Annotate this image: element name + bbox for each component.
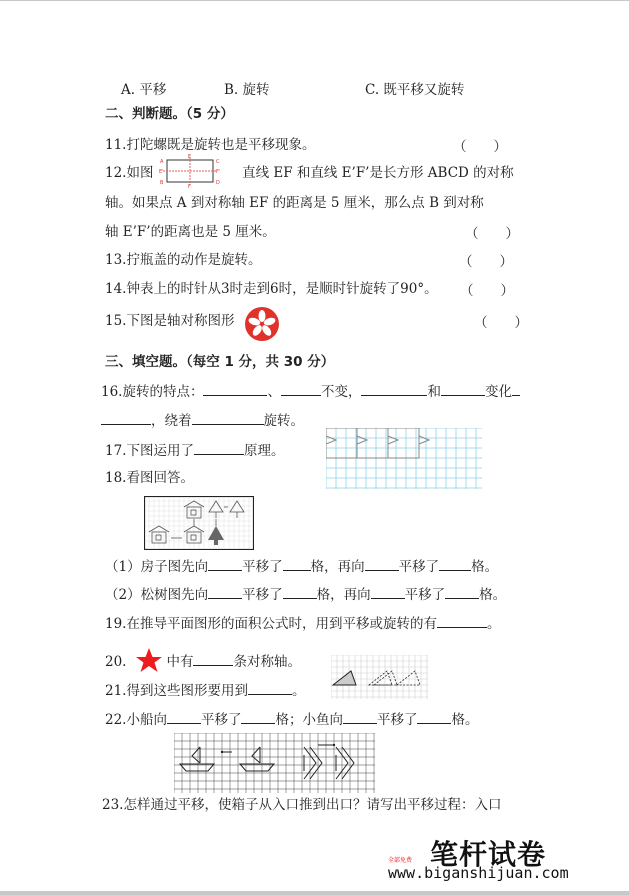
q22-blank-4[interactable] — [417, 709, 451, 724]
q12-answer-paren[interactable]: （ ） — [465, 226, 519, 242]
q18-sub2 — [105, 584, 506, 605]
section2-heading: 二、判断题。（5 分） — [105, 106, 234, 122]
q18-1-moved: 平移了 — [242, 559, 283, 575]
q20-suffix: 条对称轴。 — [233, 654, 301, 670]
q20-label: 20. — [105, 654, 127, 670]
svg-text:E': E' — [159, 169, 164, 175]
q13-answer-paren[interactable]: （ ） — [459, 254, 513, 270]
q16-line1 — [101, 381, 520, 402]
q18-2-suffix: 格。 — [479, 587, 507, 603]
q17-label: 17.下图运用了 — [105, 443, 194, 459]
q18-2-moved: 平移了 — [242, 587, 283, 603]
rectangle-abcd-figure — [157, 154, 227, 190]
q17-suffix: 原理。 — [243, 443, 285, 459]
q16-unchanged: 不变， — [320, 384, 362, 400]
q16-blank-3[interactable] — [361, 381, 427, 396]
q18-2-blank-3[interactable] — [371, 584, 405, 599]
q16-rotate: 旋转。 — [263, 413, 304, 429]
q16-and: 和 — [427, 384, 441, 400]
boat-fish-grid-figure — [174, 733, 376, 793]
q18-1-label: （1）房子图先向 — [105, 559, 209, 575]
q22-fish: 格；小鱼向 — [275, 712, 343, 728]
top-border — [0, 0, 629, 1]
q18-2-label: （2）松树图先向 — [105, 587, 209, 603]
option-b: B. 旋转 — [224, 82, 270, 98]
q16-changed: 变化 — [484, 384, 512, 400]
q20-line — [105, 648, 301, 672]
q18-1-suffix: 格。 — [471, 559, 499, 575]
q17-line — [105, 440, 284, 461]
q12-line2: 轴。如果点 A 到对称轴 EF 的距离是 5 厘米，那么点 B 到对称 — [105, 195, 484, 211]
q14-answer-paren[interactable]: （ ） — [460, 283, 514, 299]
q12-line1-text: 直线 EF 和直线 E’F’是长方形 ABCD 的对称 — [242, 165, 514, 181]
q19-suffix: 。 — [486, 616, 501, 632]
q18-1-moved-2: 平移了 — [398, 559, 440, 575]
q16-blank-1[interactable] — [203, 381, 267, 396]
q21-line — [105, 680, 305, 701]
q22-suffix: 格。 — [451, 712, 479, 728]
q12-line3: 轴 E’F’的距离也是 5 厘米。 — [105, 224, 276, 240]
q18-sub1 — [105, 556, 498, 577]
q21-blank[interactable] — [248, 680, 292, 695]
q22-line — [105, 709, 478, 730]
q16-blank-6[interactable] — [192, 410, 264, 425]
q22-blank-1[interactable] — [167, 709, 201, 724]
q18-1-blank-3[interactable] — [365, 556, 399, 571]
q18-1-then: 格，再向 — [310, 559, 365, 575]
svg-text:F: F — [188, 184, 191, 190]
q12-prefix: 12.如图 — [105, 165, 154, 181]
bauhinia-flag-icon — [244, 306, 280, 342]
q21-label: 21.得到这些图形要用到 — [105, 683, 248, 699]
q18-1-blank-4[interactable] — [439, 556, 471, 571]
q15-text: 15.下图是轴对称图形 — [105, 313, 235, 329]
q14-text: 14.钟表上的时针从3时走到6时，是顺时针旋转了90°。 — [105, 281, 438, 297]
q22-blank-3[interactable] — [343, 709, 377, 724]
q22-moved: 平移了 — [200, 712, 242, 728]
q22-moved-2: 平移了 — [376, 712, 418, 728]
q18-1-blank-1[interactable] — [208, 556, 242, 571]
q19-label: 19.在推导平面图形的面积公式时，用到平移或旋转的有 — [105, 616, 437, 632]
option-c: C. 既平移又旋转 — [365, 82, 465, 98]
q18-2-moved-2: 平移了 — [404, 587, 446, 603]
q16-around: ，绕着 — [151, 413, 192, 429]
bottom-border — [0, 891, 629, 895]
q11-text: 11.打陀螺既是旋转也是平移现象。 — [105, 137, 316, 153]
svg-text:B: B — [160, 180, 164, 186]
q18-2-blank-4[interactable] — [445, 584, 479, 599]
q22-blank-2[interactable] — [241, 709, 275, 724]
q18-2-blank-1[interactable] — [208, 584, 242, 599]
q19-line — [105, 613, 500, 634]
q11-answer-paren[interactable]: （ ） — [453, 139, 507, 155]
q22-label: 22.小船向 — [105, 712, 167, 728]
red-star-icon — [134, 648, 164, 672]
svg-text:C: C — [216, 159, 220, 165]
watermark-free-tag: 全部免费 — [388, 857, 413, 864]
q13-text: 13.拧瓶盖的动作是旋转。 — [105, 252, 262, 268]
q16-blank-5b[interactable] — [101, 410, 151, 425]
svg-text:E: E — [188, 154, 192, 160]
option-a: A. 平移 — [121, 82, 167, 98]
rotated-triangles-figure — [331, 655, 429, 699]
q16-label: 16.旋转的特点： — [101, 384, 204, 400]
q16-line2 — [101, 410, 304, 431]
q23-text: 23.怎样通过平移，使箱子从入口推到出口？请写出平移过程：入口 — [102, 797, 502, 813]
section3-heading: 三、填空题。（每空 1 分，共 30 分） — [105, 354, 335, 370]
q20-blank[interactable] — [193, 651, 233, 666]
q16-blank-5a[interactable] — [512, 381, 520, 396]
svg-text:D: D — [216, 180, 220, 186]
house-tree-grid-figure — [144, 496, 254, 550]
q16-sep: 、 — [267, 384, 281, 400]
translation-grid-figure — [326, 428, 484, 490]
q18-2-blank-2[interactable] — [283, 584, 317, 599]
q20-has: 中有 — [166, 654, 194, 670]
q15-answer-paren[interactable]: （ ） — [474, 315, 528, 331]
q18-2-then: 格，再向 — [316, 587, 371, 603]
q19-blank[interactable] — [437, 613, 487, 628]
q18-1-blank-2[interactable] — [283, 556, 311, 571]
q17-blank[interactable] — [194, 440, 244, 455]
watermark-title: 笔杆试卷 — [430, 838, 547, 871]
watermark-url: www.biganshijuan.com — [388, 864, 569, 882]
svg-text:A: A — [160, 159, 164, 165]
q16-blank-4[interactable] — [441, 381, 485, 396]
q21-suffix: 。 — [291, 683, 306, 699]
q16-blank-2[interactable] — [281, 381, 321, 396]
q18-text: 18.看图回答。 — [105, 470, 194, 486]
svg-text:F': F' — [216, 169, 221, 175]
